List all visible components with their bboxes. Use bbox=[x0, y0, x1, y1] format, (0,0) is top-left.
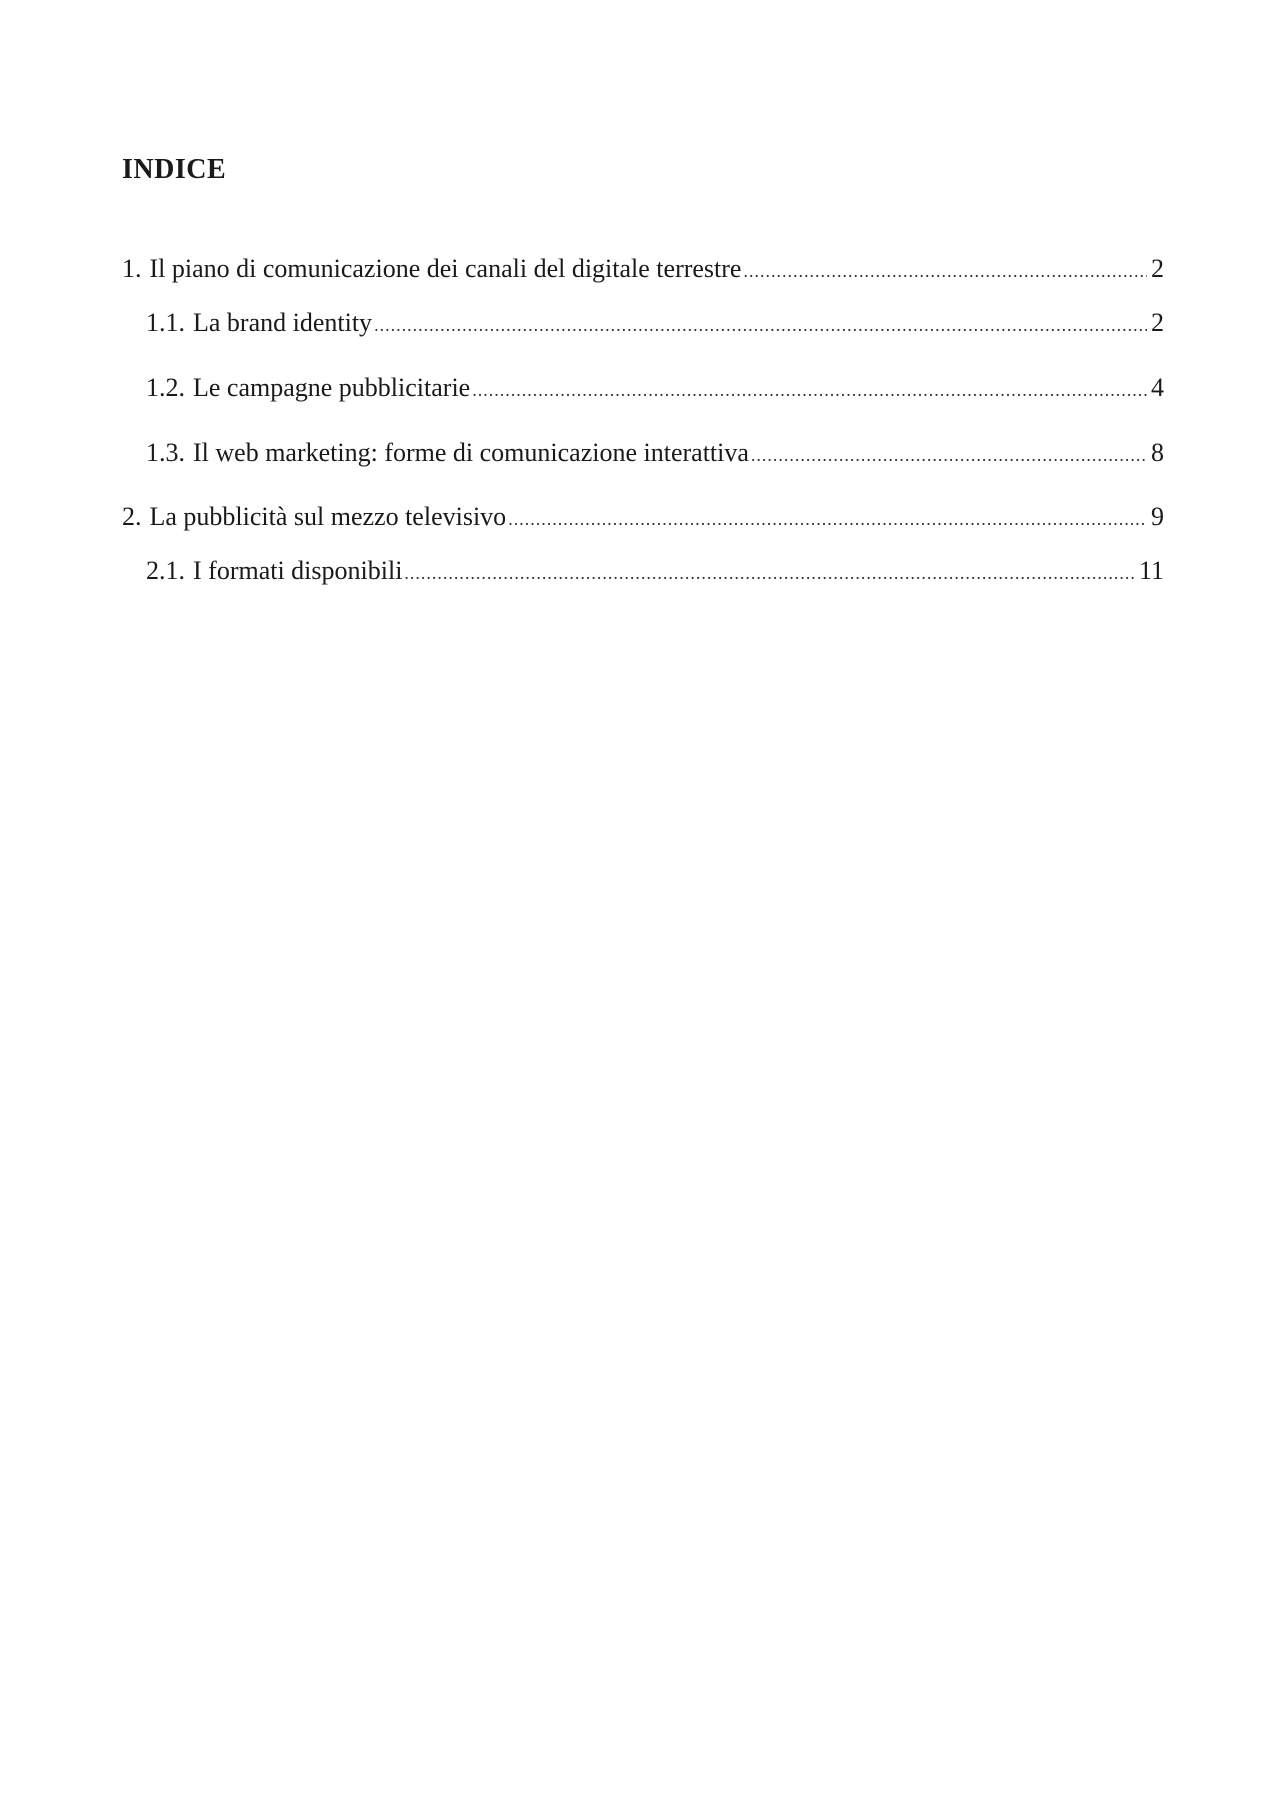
toc-dot-leader bbox=[404, 556, 1135, 590]
toc-entry-page: 11 bbox=[1138, 556, 1164, 585]
toc-dot-leader bbox=[472, 373, 1147, 407]
toc-entry-title: Il web marketing: forme di comunicazione interattiva bbox=[193, 438, 749, 467]
toc-entry-title: I formati disponibili bbox=[193, 556, 403, 585]
toc-entry-number: 1. bbox=[122, 254, 142, 283]
toc-entry-title: Le campagne pubblicitarie bbox=[193, 373, 471, 402]
toc-entry-page: 2 bbox=[1151, 308, 1164, 337]
toc-entry[interactable] bbox=[122, 436, 1164, 472]
toc-entry[interactable] bbox=[122, 371, 1164, 407]
toc-entry-page: 4 bbox=[1151, 373, 1164, 402]
toc-entry-number: 1.3. bbox=[146, 438, 185, 467]
toc-entry[interactable] bbox=[122, 252, 1164, 288]
toc-entry-page: 9 bbox=[1151, 502, 1164, 531]
toc-dot-leader bbox=[743, 254, 1147, 288]
toc-entry-page: 8 bbox=[1151, 438, 1164, 467]
toc-entry[interactable] bbox=[122, 554, 1164, 590]
toc-entry[interactable] bbox=[122, 500, 1164, 536]
toc-dot-leader bbox=[751, 438, 1147, 472]
table-of-contents bbox=[122, 252, 1164, 590]
toc-entry-number: 2.1. bbox=[146, 556, 185, 585]
toc-dot-leader bbox=[374, 308, 1147, 342]
toc-dot-leader bbox=[508, 502, 1147, 536]
toc-heading: INDICE bbox=[122, 154, 227, 185]
toc-entry-title: La brand identity bbox=[193, 308, 373, 337]
toc-entry-title: La pubblicità sul mezzo televisivo bbox=[149, 502, 507, 531]
toc-entry-title: Il piano di comunicazione dei canali del digitale terrestre bbox=[149, 254, 742, 283]
toc-entry-number: 1.1. bbox=[146, 308, 185, 337]
toc-entry-number: 1.2. bbox=[146, 373, 185, 402]
toc-entry-page: 2 bbox=[1151, 254, 1164, 283]
toc-entry[interactable] bbox=[122, 306, 1164, 342]
toc-entry-number: 2. bbox=[122, 502, 142, 531]
